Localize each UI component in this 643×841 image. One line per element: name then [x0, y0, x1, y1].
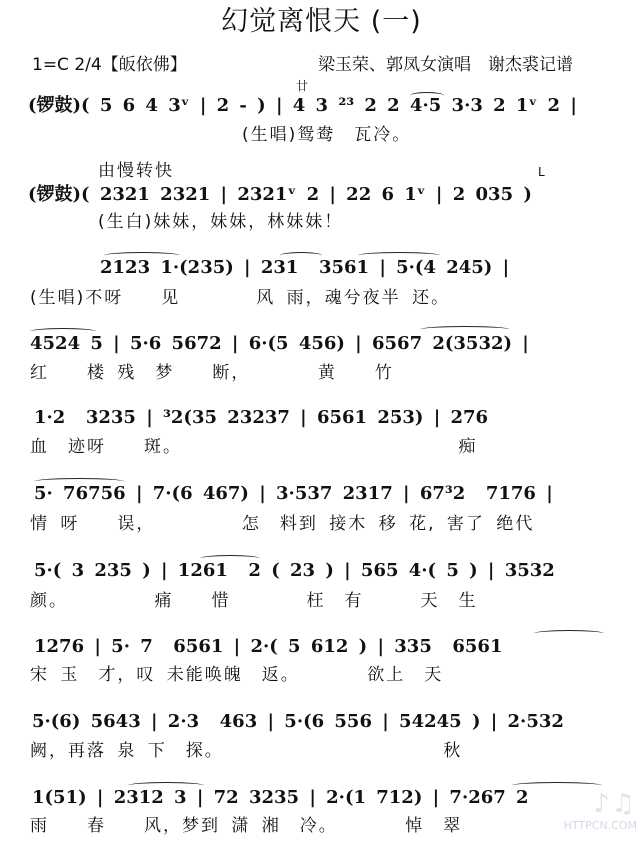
- lyric-line: 宋 玉 才，叹 未能唤魄 返。 欲上 天: [30, 665, 444, 685]
- notation-line: 4524 5 | 5·6 5672 | 6·(5 456) | 6567 2(3532) |: [30, 333, 529, 354]
- slur-mark: [358, 252, 440, 259]
- lyric-line: 雨 春 风，梦到 潇 湘 冷。 悼 翠: [30, 816, 463, 836]
- notation-line: (锣鼓)( 2321 2321 | 2321ᵛ 2 | 22 6 1ᵛ | 2 035 ): [28, 184, 532, 205]
- notation-line: 5·(6) 5643 | 2·3 463 | 5·(6 556 | 54245 ) | 2·532: [32, 711, 564, 732]
- tempo-marking: 由慢转快: [98, 161, 174, 181]
- watermark-logo-icon: ♪♫: [593, 789, 637, 819]
- watermark-text: HTTPCN.COM: [563, 819, 637, 832]
- slur-mark: [34, 478, 124, 485]
- slur-mark: [420, 326, 510, 333]
- slur-mark: [200, 555, 260, 562]
- notation-line: 1(51) | 2312 3 | 72 3235 | 2·(1 712) | 7·267 2: [32, 787, 529, 808]
- lyric-line: (生唱)鸳鸯 瓦冷。: [242, 125, 412, 145]
- lyric-line: (生白)妹妹，妹妹，林妹妹！: [98, 212, 344, 232]
- lyric-line: 红 楼 残 梦 断， 黄 竹: [30, 363, 394, 383]
- slur-mark: [534, 630, 604, 637]
- credits: 梁玉荣、郭凤女演唱 谢杰裘记谱: [318, 55, 573, 75]
- site-watermark: [527, 789, 637, 837]
- slur-mark: [128, 782, 204, 789]
- lyric-line: 阙，再落 泉 下 探。 秋: [30, 741, 463, 761]
- lyric-line: 颜。 痛 惜 枉 有 天 生: [30, 591, 478, 611]
- slur-mark: [280, 252, 322, 259]
- slur-mark: [104, 252, 180, 259]
- slur-mark: [410, 92, 444, 99]
- notation-line: 5·( 3 235 ) | 1261 2 ( 23 ) | 565 4·( 5 ) | 3532: [34, 560, 555, 581]
- lyric-line: (生唱)不呀 见 风 雨，魂兮夜半 还。: [30, 288, 451, 308]
- lyric-line: 情 呀 误， 怎 料到 接木 移 花, 害了 绝代: [30, 514, 535, 534]
- annotation-mark: 廿: [296, 79, 309, 93]
- slur-mark: [512, 782, 602, 789]
- notation-line: 5· 76756 | 7·(6 467) | 3·537 2317 | 67³2 7176 |: [34, 483, 553, 504]
- notation-line: 1·2 3235 | ³2(35 23237 | 6561 253) | 276: [34, 407, 489, 428]
- notation-line: (锣鼓)( 5 6 4 3ᵛ | 2 - ) | 4 3 ²³ 2 2 4·5 3·3 2 1ᵛ 2 |: [28, 95, 577, 116]
- slur-mark: [30, 328, 96, 335]
- notation-line: 1276 | 5· 7 6561 | 2·( 5 612 ) | 335 6561: [34, 636, 503, 657]
- score-title: 幻觉离恨天 (一): [221, 6, 422, 37]
- annotation-mark: L: [538, 165, 545, 179]
- notation-line: 2123 1·(235) | 231 3561 | 5·(4 245) |: [100, 257, 510, 278]
- key-signature: 1=C 2/4【皈依佛】: [32, 55, 187, 75]
- lyric-line: 血 迹呀 斑。 痴: [30, 437, 478, 457]
